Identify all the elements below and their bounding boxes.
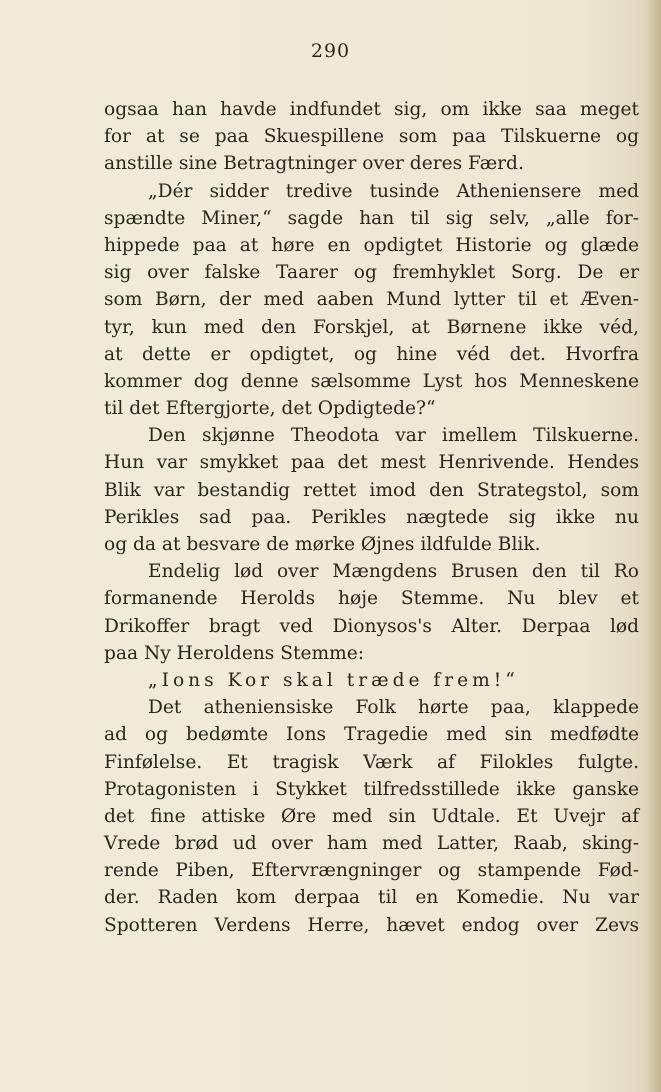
text-line: Hun var smykket paa det mest Henrivende. Hendes: [104, 452, 639, 474]
text-line: kommer dog denne sælsomme Lyst hos Menneskene: [104, 370, 639, 392]
text-line: ogsaa han havde indfundet sig, om ikke saa meget: [104, 99, 639, 120]
body-text: [104, 96, 639, 939]
text-line: og da at besvare de mørke Øjnes ildfulde Blik.: [104, 534, 541, 555]
text-line: Drikoffer bragt ved Dionysos's Alter. Derpaa lød: [104, 615, 639, 637]
text-line: Blik var bestandig rettet imod den Strategstol, som: [104, 479, 639, 501]
text-line: Protagonisten i Stykket tilfredsstillede ikke ganske: [104, 778, 639, 800]
text-line: formanende Herolds høje Stemme. Nu blev et: [104, 588, 639, 610]
text-line: Perikles sad paa. Perikles nægtede sig ikke nu: [104, 506, 639, 528]
text-line: sig over falske Taarer og fremhyklet Sorg. De er: [104, 262, 639, 284]
text-line: der. Raden kom derpaa til en Komedie. Nu var: [104, 887, 639, 909]
text-line: Vrede brød ud over ham med Latter, Raab, sking-: [104, 833, 639, 855]
text-line: rende Piben, Eftervrængninger og stampende Fød-: [104, 860, 639, 882]
text-line: anstille sine Betragtninger over deres Færd.: [104, 153, 524, 175]
text-line: „Ions Kor skal træde frem!“: [148, 669, 519, 691]
text-line: Spotteren Verdens Herre, hævet endog over Zevs: [104, 914, 639, 936]
page-edge-shadow: [647, 0, 661, 1092]
text-line: som Børn, der med aaben Mund lytter til et Æven-: [104, 289, 639, 311]
text-line: for at se paa Skuespillene som paa Tilskuerne og: [104, 126, 639, 148]
text-line: hippede paa at høre en opdigtet Historie og glæde: [104, 234, 639, 256]
text-line: det fine attiske Øre med sin Udtale. Et Uvejr af: [104, 805, 639, 827]
text-line: paa Ny Heroldens Stemme:: [104, 642, 364, 664]
text-line: ad og bedømte Ions Tragedie med sin medfødte: [104, 724, 639, 746]
text-line: at dette er opdigtet, og hine véd det. Hvorfra: [104, 343, 639, 365]
text-line: „Dér sidder tredive tusinde Atheniensere med: [148, 180, 639, 202]
text-line: til det Eftergjorte, det Opdigtede?“: [104, 398, 436, 420]
text-line: Endelig lød over Mængdens Brusen den til Ro: [148, 561, 639, 583]
page-number: 290: [310, 40, 351, 62]
text-line: Finfølelse. Et tragisk Værk af Filokles fulgte.: [104, 751, 639, 773]
text-line: Den skjønne Theodota var imellem Tilskuerne.: [148, 425, 639, 447]
text-line: tyr, kun med den Forskjel, at Børnene ikke véd,: [104, 316, 639, 338]
text-line: spændte Miner,“ sagde han til sig selv, „alle for-: [104, 207, 639, 229]
text-line: Det atheniensiske Folk hørte paa, klappede: [148, 697, 639, 719]
